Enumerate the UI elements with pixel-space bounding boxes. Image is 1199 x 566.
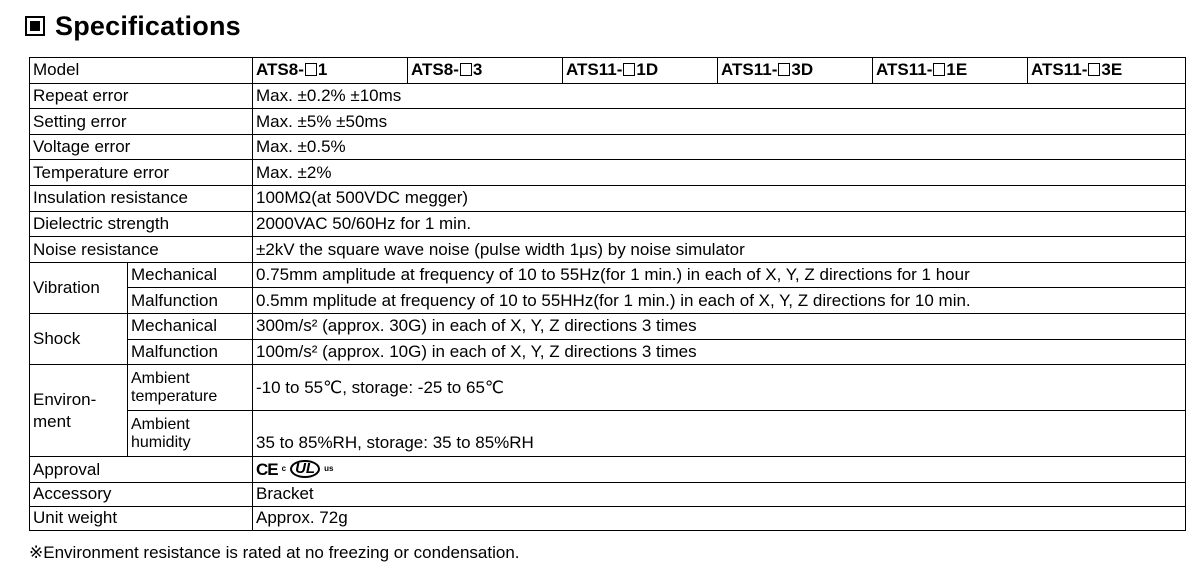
value-ambient-temperature: -10 to 55℃, storage: -25 to 65℃ xyxy=(253,365,1186,411)
table-row-vibration-malfunction xyxy=(30,288,1186,314)
placeholder-square-icon xyxy=(778,63,790,76)
label-temperature-error: Temperature error xyxy=(30,160,253,186)
value-dielectric-strength: 2000VAC 50/60Hz for 1 min. xyxy=(253,211,1186,237)
placeholder-square-icon xyxy=(460,63,472,76)
label-model: Model xyxy=(30,58,253,84)
model-cell-1: ATS8- 1 xyxy=(253,58,408,84)
table-row-insulation-resistance xyxy=(30,185,1186,211)
model-cell-2: ATS8- 3 xyxy=(408,58,563,84)
value-insulation-resistance: 100MΩ(at 500VDC megger) xyxy=(253,185,1186,211)
placeholder-square-icon xyxy=(305,63,317,76)
label-unit-weight: Unit weight xyxy=(30,506,253,530)
label-shock-malfunction: Malfunction xyxy=(128,339,253,365)
label-insulation-resistance: Insulation resistance xyxy=(30,185,253,211)
label-vibration-malfunction: Malfunction xyxy=(128,288,253,314)
value-temperature-error: Max. ±2% xyxy=(253,160,1186,186)
label-environment: Environ- ment xyxy=(30,365,128,457)
table-row-unit-weight xyxy=(30,506,1186,530)
value-repeat-error: Max. ±0.2% ±10ms xyxy=(253,83,1186,109)
label-noise-resistance: Noise resistance xyxy=(30,237,253,263)
label-ambient-humidity: Ambient humidity xyxy=(128,411,253,457)
label-accessory: Accessory xyxy=(30,482,253,506)
value-voltage-error: Max. ±0.5% xyxy=(253,134,1186,160)
label-vibration-mechanical: Mechanical xyxy=(128,262,253,288)
approval-marks xyxy=(256,460,1182,478)
label-shock-mechanical: Mechanical xyxy=(128,313,253,339)
table-row-repeat-error xyxy=(30,83,1186,109)
filled-square-icon xyxy=(25,16,45,36)
value-ambient-humidity: 35 to 85%RH, storage: 35 to 85%RH xyxy=(253,411,1186,457)
table-row-dielectric-strength xyxy=(30,211,1186,237)
table-row-setting-error xyxy=(30,109,1186,135)
specifications-table xyxy=(29,57,1186,531)
table-row-ambient-temperature xyxy=(30,365,1186,411)
value-noise-resistance: ±2kV the square wave noise (pulse width 1μs) by noise simulator xyxy=(253,237,1186,263)
label-setting-error: Setting error xyxy=(30,109,253,135)
c-mark-text: c xyxy=(281,464,287,474)
table-row-noise-resistance xyxy=(30,237,1186,263)
value-vibration-malfunction: 0.5mm mplitude at frequency of 10 to 55HHz(for 1 min.) in each of X, Y, Z directions for 10 min. xyxy=(253,288,1186,314)
table-row-model xyxy=(30,58,1186,84)
model-cell-6: ATS11- 3E xyxy=(1028,58,1186,84)
footnote: ※Environment resistance is rated at no freezing or condensation. xyxy=(29,543,520,562)
ul-mark-icon: UL xyxy=(290,460,320,478)
us-mark-text: us xyxy=(324,464,334,474)
value-approval xyxy=(253,457,1186,483)
table-row-approval xyxy=(30,457,1186,483)
table-row-accessory xyxy=(30,482,1186,506)
label-shock: Shock xyxy=(30,313,128,364)
table-row-shock-mechanical xyxy=(30,313,1186,339)
value-accessory: Bracket xyxy=(253,482,1186,506)
label-repeat-error: Repeat error xyxy=(30,83,253,109)
placeholder-square-icon xyxy=(1088,63,1100,76)
model-cell-4: ATS11- 3D xyxy=(718,58,873,84)
value-shock-malfunction: 100m/s² (approx. 10G) in each of X, Y, Z directions 3 times xyxy=(253,339,1186,365)
value-unit-weight: Approx. 72g xyxy=(253,506,1186,530)
table-row-vibration-mechanical xyxy=(30,262,1186,288)
label-ambient-temperature: Ambient temperature xyxy=(128,365,253,411)
page-title: Specifications xyxy=(55,10,241,41)
table-row-shock-malfunction xyxy=(30,339,1186,365)
value-setting-error: Max. ±5% ±50ms xyxy=(253,109,1186,135)
label-vibration: Vibration xyxy=(30,262,128,313)
table-row-voltage-error xyxy=(30,134,1186,160)
placeholder-square-icon xyxy=(933,63,945,76)
section-heading xyxy=(25,8,241,44)
placeholder-square-icon xyxy=(623,63,635,76)
ce-mark-icon: CE xyxy=(256,459,278,479)
table-row-ambient-humidity xyxy=(30,411,1186,457)
label-approval: Approval xyxy=(30,457,253,483)
model-cell-3: ATS11- 1D xyxy=(563,58,718,84)
label-dielectric-strength: Dielectric strength xyxy=(30,211,253,237)
value-vibration-mechanical: 0.75mm amplitude at frequency of 10 to 55Hz(for 1 min.) in each of X, Y, Z directions for 1 hour xyxy=(253,262,1186,288)
label-voltage-error: Voltage error xyxy=(30,134,253,160)
value-shock-mechanical: 300m/s² (approx. 30G) in each of X, Y, Z directions 3 times xyxy=(253,313,1186,339)
model-cell-5: ATS11- 1E xyxy=(873,58,1028,84)
table-row-temperature-error xyxy=(30,160,1186,186)
